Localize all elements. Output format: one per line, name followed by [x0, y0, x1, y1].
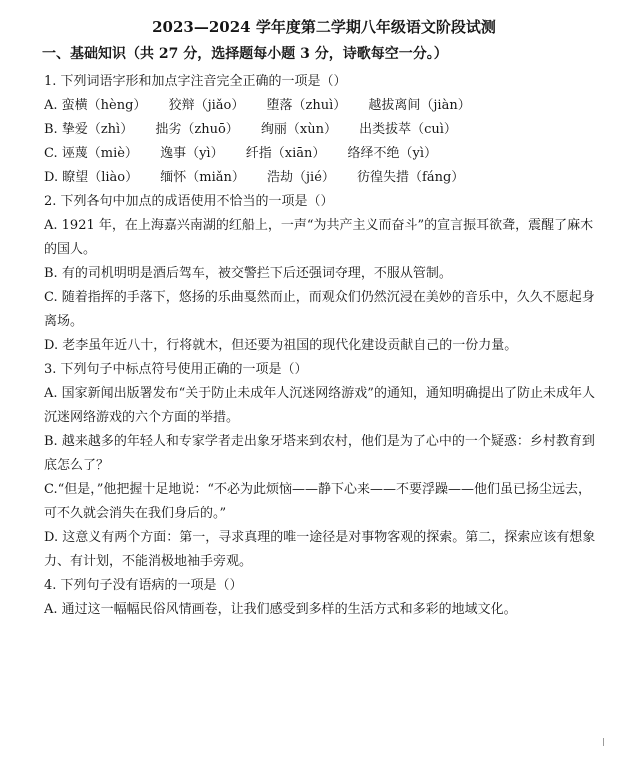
question-2-option-a: A. 1921 年，在上海嘉兴南湖的红船上，一声“为共产主义而奋斗”的宣言振耳欲聋，震醒了麻木的国人。 [44, 218, 594, 257]
option-b-word-3: 绚丽（xùn） [260, 122, 337, 137]
scan-mark [603, 738, 610, 746]
question-3-option-d: D. 这意义有两个方面：第一，寻求真理的唯一途径是对事物客观的探索。第二，探索应该有想象力、有计划，不能消极地袖手旁观。 [44, 530, 596, 569]
question-1-stem: 1. 下列词语字形和加点字注音完全正确的一项是（） [44, 74, 347, 89]
question-3-option-b: B. 越来越多的年轻人和专家学者走出象牙塔来到农村，他们是为了心中的一个疑惑：乡村教育到底怎么了？ [44, 434, 595, 473]
question-1-option-d [44, 166, 604, 190]
question-3-stem: 3. 下列句子中标点符号使用正确的一项是（） [44, 362, 308, 377]
option-d-word-3: 浩劫（jié） [267, 170, 335, 185]
option-a-word-1: A. 蛮横（hèng） [44, 98, 147, 113]
option-d-word-4: 彷徨失措（fáng） [357, 170, 465, 185]
option-c-word-4: 络绎不绝（yì） [347, 146, 438, 161]
question-1-option-b [44, 118, 604, 142]
option-c-word-2: 逸事（yì） [160, 146, 224, 161]
option-d-word-1: D. 瞭望（liào） [44, 170, 139, 185]
question-4-stem: 4. 下列句子没有语病的一项是（） [44, 578, 243, 593]
option-a-word-3: 堕落（zhuì） [266, 98, 347, 113]
question-2-option-b: B. 有的司机明明是酒后驾车，被交警拦下后还强词夺理，不服从管制。 [44, 266, 452, 281]
question-2-option-d: D. 老李虽年近八十，行将就木，但还要为祖国的现代化建设贡献自己的一份力量。 [44, 338, 518, 353]
question-3-option-a: A. 国家新闻出版署发布“关于防止未成年人沉迷网络游戏”的通知，通知明确提出了防止未成年人沉迷网络游戏的六个方面的举措。 [44, 386, 595, 425]
option-b-word-2: 拙劣（zhuō） [155, 122, 239, 137]
question-2-stem: 2. 下列各句中加点的成语使用不恰当的一项是（） [44, 194, 334, 209]
option-d-word-2: 缅怀（miǎn） [160, 170, 245, 185]
exam-title: 2023—2024 学年度第二学期八年级语文阶段试测 [152, 18, 496, 36]
option-c-word-1: C. 诬蔑（miè） [44, 146, 138, 161]
option-a-word-4: 越拔离间（jiàn） [368, 98, 471, 113]
question-2-option-c: C. 随着指挥的手落下，悠扬的乐曲戛然而止，而观众们仍然沉浸在美妙的音乐中，久久不愿起身离场。 [44, 290, 595, 329]
question-3-option-c: C.“但是，”他把握十足地说：“不必为此烦恼——静下心来——不要浮躁——他们虽已扬尘远去，可不久就会消失在我们身后的。” [44, 482, 592, 521]
question-1-option-c [44, 142, 604, 166]
option-b-word-4: 出类拔萃（cuì） [359, 122, 457, 137]
option-b-word-1: B. 挚爱（zhì） [44, 122, 134, 137]
question-4-option-a: A. 通过这一幅幅民俗风情画卷，让我们感受到多样的生活方式和多彩的地域文化。 [44, 602, 517, 617]
option-c-word-3: 纤指（xiān） [245, 146, 326, 161]
section-heading: 一、基础知识（共 27 分，选择题每小题 3 分，诗歌每空一分。） [42, 46, 448, 62]
option-a-word-2: 狡辩（jiǎo） [168, 98, 245, 113]
question-1-option-a [44, 94, 604, 118]
